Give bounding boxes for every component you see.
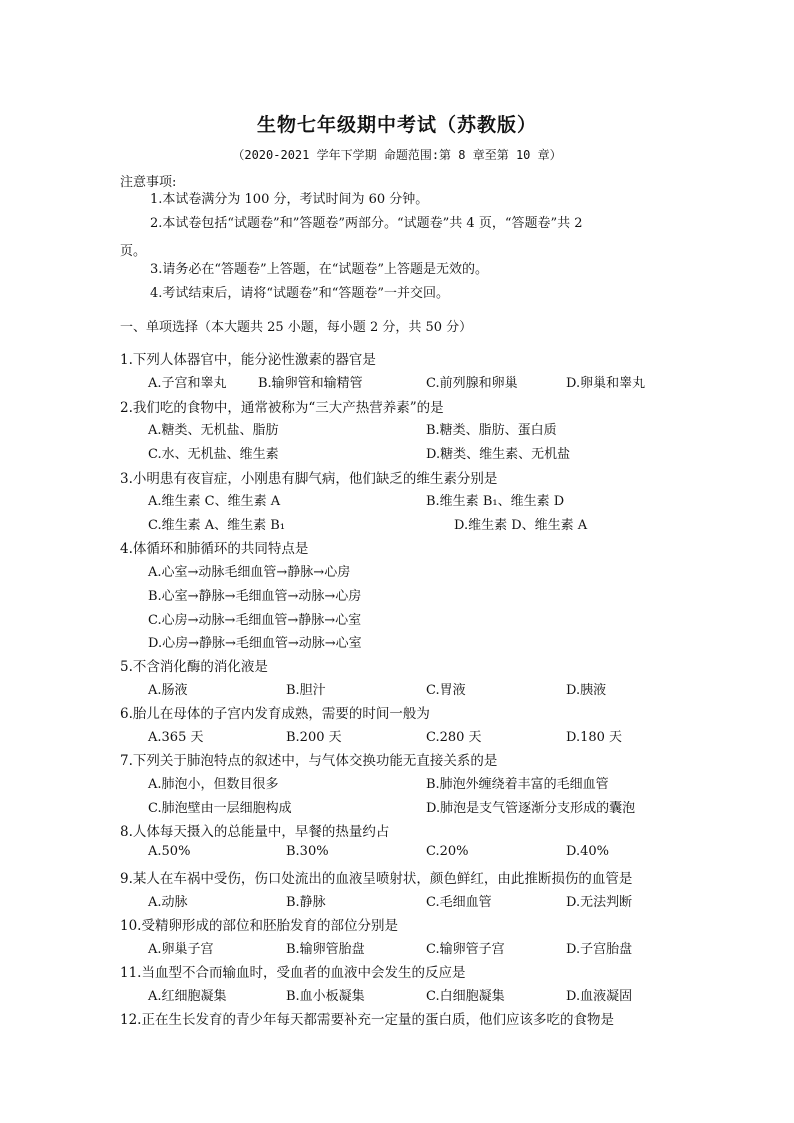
option-d: D.心房→静脉→毛细血管→动脉→心室 bbox=[148, 636, 362, 651]
option-a: A.肺泡小，但数目很多 bbox=[148, 777, 279, 792]
option-c: C.白细胞凝集 bbox=[426, 989, 505, 1004]
option-c: C.前列腺和卵巢 bbox=[426, 376, 518, 391]
note-item: 2.本试卷包括“试题卷”和”答题卷”两部分。“试题卷”共 4 页，“答题卷”共 2 bbox=[150, 216, 583, 231]
option-d: D.无法判断 bbox=[566, 895, 633, 910]
option-d: D.40% bbox=[566, 844, 609, 859]
option-c: C.肺泡壁由一层细胞构成 bbox=[148, 801, 292, 816]
option-a: A.维生素 C、维生素 A bbox=[148, 494, 281, 509]
notes-heading: 注意事项: bbox=[120, 175, 177, 190]
option-d: D.胰液 bbox=[566, 683, 607, 698]
note-item-continuation: 页。 bbox=[120, 244, 147, 259]
question-stem: 1.下列人体器官中，能分泌性激素的器官是 bbox=[120, 352, 376, 368]
page-title: 生物七年级期中考试（苏教版） bbox=[256, 114, 537, 136]
option-d: D.血液凝固 bbox=[566, 989, 633, 1004]
option-a: A.365 天 bbox=[148, 730, 204, 745]
option-b: B.200 天 bbox=[286, 730, 342, 745]
option-c: C.输卵管子宫 bbox=[426, 942, 505, 957]
note-item: 3.请务必在“答题卷”上答题，在“试题卷”上答题是无效的。 bbox=[150, 262, 488, 277]
note-item: 4.考试结束后，请将“试题卷”和“答题卷”一并交回。 bbox=[150, 286, 449, 301]
option-d: D.卵巢和睾丸 bbox=[566, 376, 646, 391]
option-b: B.输卵管和输精管 bbox=[258, 376, 363, 391]
option-c: C.胃液 bbox=[426, 683, 466, 698]
option-c: C.维生素 A、维生素 B₁ bbox=[148, 518, 286, 533]
option-b: B.静脉 bbox=[286, 895, 326, 910]
option-b: B.输卵管胎盘 bbox=[286, 942, 365, 957]
option-c: C.280 天 bbox=[426, 730, 482, 745]
option-a: A.动脉 bbox=[148, 895, 188, 910]
option-b: B.心室→静脉→毛细血管→动脉→心房 bbox=[148, 589, 362, 604]
option-b: B.胆汁 bbox=[286, 683, 326, 698]
option-a: A.卵巢子宫 bbox=[148, 942, 214, 957]
option-c: C.毛细血管 bbox=[426, 895, 492, 910]
question-stem: 2.我们吃的食物中，通常被称为“三大产热营养素”的是 bbox=[120, 400, 444, 416]
question-stem: 8.人体每天摄入的总能量中，早餐的热量约占 bbox=[120, 824, 390, 840]
section-heading: 一、单项选择（本大题共 25 小题，每小题 2 分，共 50 分） bbox=[120, 320, 473, 335]
option-c: C.水、无机盐、维生素 bbox=[148, 447, 279, 462]
question-stem: 6.胎儿在母体的子宫内发育成熟，需要的时间一般为 bbox=[120, 706, 430, 722]
question-stem: 9.某人在车祸中受伤，伤口处流出的血液呈喷射状，颜色鲜红，由此推断损伤的血管是 bbox=[120, 871, 633, 887]
option-b: B.30% bbox=[286, 844, 329, 859]
option-a: A.心室→动脉毛细血管→静脉→心房 bbox=[148, 565, 351, 580]
question-stem: 11.当血型不合而输血时，受血者的血液中会发生的反应是 bbox=[120, 965, 466, 981]
option-a: A.子宫和睾丸 bbox=[148, 376, 227, 391]
question-stem: 7.下列关于肺泡特点的叙述中，与气体交换功能无直接关系的是 bbox=[120, 753, 498, 769]
option-a: A.糖类、无机盐、脂肪 bbox=[148, 423, 279, 438]
option-b: B.肺泡外缠绕着丰富的毛细血管 bbox=[426, 777, 609, 792]
option-b: B.血小板凝集 bbox=[286, 989, 365, 1004]
question-stem: 4.体循环和肺循环的共同特点是 bbox=[120, 541, 309, 557]
option-c: C.心房→动脉→毛细血管→静脉→心室 bbox=[148, 613, 362, 628]
question-stem: 3.小明患有夜盲症，小刚患有脚气病，他们缺乏的维生素分别是 bbox=[120, 471, 498, 487]
option-b: B.糖类、脂肪、蛋白质 bbox=[426, 423, 557, 438]
option-a: A.50% bbox=[148, 844, 191, 859]
question-stem: 10.受精卵形成的部位和胚胎发育的部位分别是 bbox=[120, 918, 398, 934]
option-a: A.肠液 bbox=[148, 683, 188, 698]
option-d: D.子宫胎盘 bbox=[566, 942, 633, 957]
question-stem: 5.不含消化酶的消化液是 bbox=[120, 659, 268, 675]
question-stem: 12.正在生长发育的青少年每天都需要补充一定量的蛋白质，他们应该多吃的食物是 bbox=[120, 1012, 614, 1028]
page-subtitle: （2020-2021 学年下学期 命题范围:第 8 章至第 10 章） bbox=[232, 148, 562, 162]
option-d: D.糖类、维生素、无机盐 bbox=[426, 447, 571, 462]
option-d: D.180 天 bbox=[566, 730, 623, 745]
option-d: D.肺泡是支气管逐渐分支形成的囊泡 bbox=[426, 801, 636, 816]
option-d: D.维生素 D、维生素 A bbox=[454, 518, 588, 533]
option-b: B.维生素 B₁、维生素 D bbox=[426, 494, 565, 509]
option-a: A.红细胞凝集 bbox=[148, 989, 227, 1004]
option-c: C.20% bbox=[426, 844, 469, 859]
note-item: 1.本试卷满分为 100 分，考试时间为 60 分钟。 bbox=[150, 192, 429, 207]
